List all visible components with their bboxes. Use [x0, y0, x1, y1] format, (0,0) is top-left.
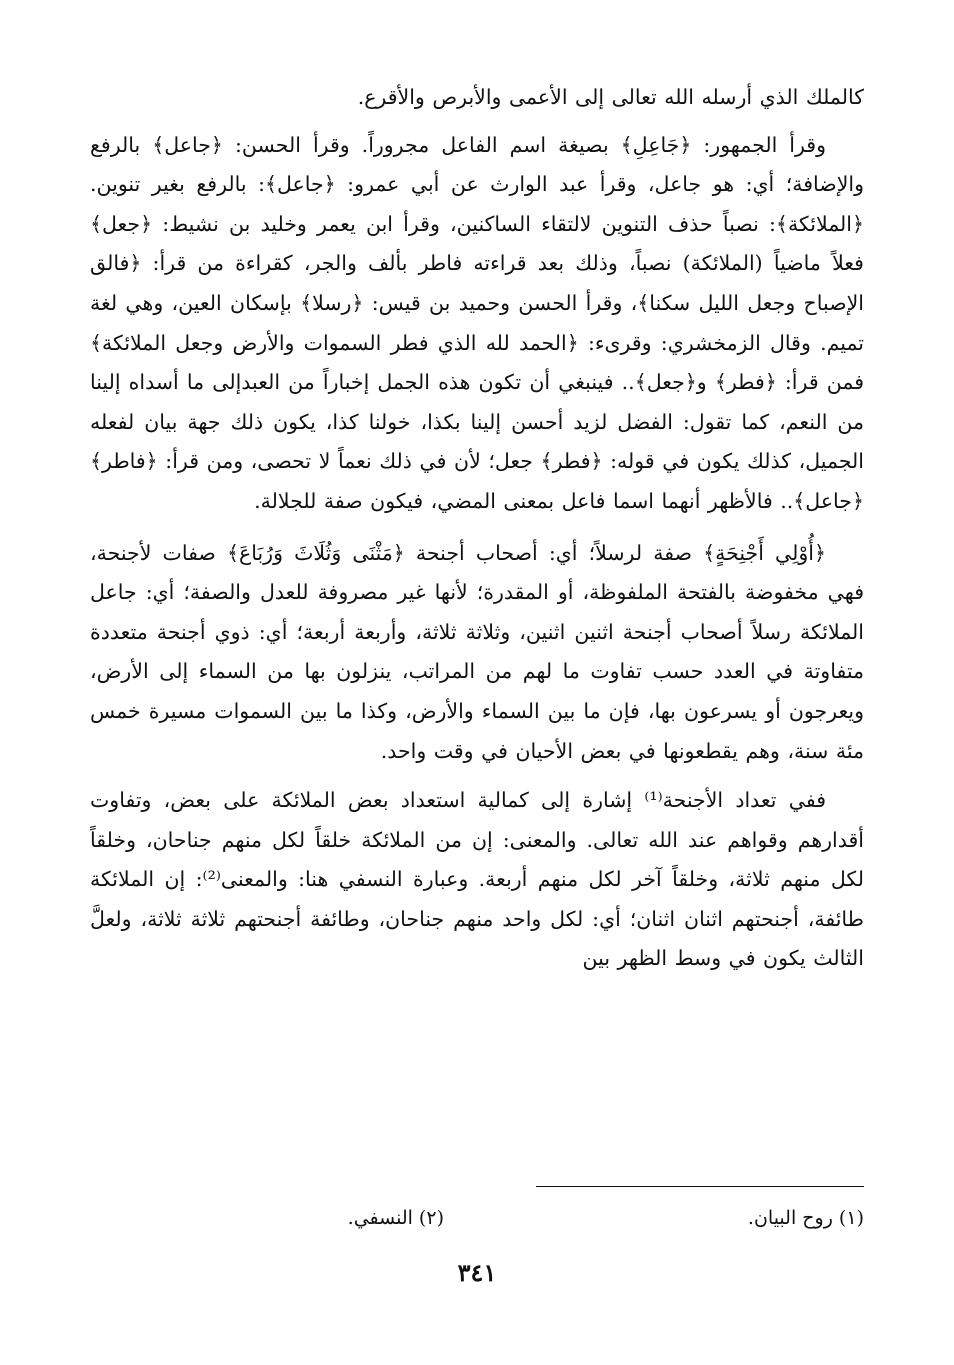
paragraph-3: ﴿أُوْلِي أَجْنِحَةٍ﴾ صفة لرسلاً؛ أي: أصحاب أجنحة ﴿مَثْنَى وَثُلَاثَ وَرُبَاعَ﴾ صفات لأجنحة، فهي مخفوضة بالفتحة الملفوظة، أو المقدرة؛ لأنها غير مصروفة للعدل والصفة؛ أي: جاعل الملائكة رسلاً أصحاب أجنحة اثنين اثنين، وثلاثة ثلاثة، وأربعة أربعة؛ أي: ذوي أجنحة متعددة متفاوتة في العدد حسب تفاوت ما لهم من المراتب، ينزلون بها من السماء إلى الأرض، ويعرجون أو يسرعون بها، فإن ما بين السماء والأرض، وكذا ما بين السموات مسيرة خمس مئة سنة، وهم يقطعونها في بعض الأحيان في وقت واحد. — [90, 540, 864, 763]
paragraph-4: ففي تعداد الأجنحة⁽¹⁾ إشارة إلى كمالية استعداد بعض الملائكة على بعض، وتفاوت أقدارهم وقواهم عند الله تعالى. والمعنى: إن من الملائكة خلقاً لكل منهم جناحان، وخلقاً لكل منهم ثلاثة، وخلقاً آخر لكل منهم أربعة. وعبارة النسفي هنا: والمعنى⁽²⁾: إن الملائكة طائفة، أجنحتهم اثنان اثنان؛ أي: لكل واحد منهم جناحان، وطائفة أجنحتهم ثلاثة ثلاثة، ولعلَّ الثالث يكون في وسط الظهر بين — [90, 788, 864, 971]
footnote-divider — [536, 1186, 864, 1187]
paragraph-2: وقرأ الجمهور: ﴿جَاعِلِ﴾ بصيغة اسم الفاعل مجروراً. وقرأ الحسن: ﴿جاعل﴾ بالرفع والإضافة؛ أي: هو جاعل، وقرأ عبد الوارث عن أبي عمرو: ﴿جاعل﴾: بالرفع بغير تنوين. ﴿الملائكة﴾: نصباً حذف التنوين لالتقاء الساكنين، وقرأ ابن يعمر وخليد بن نشيط: ﴿جعل﴾ فعلاً ماضياً (الملائكة) نصباً، وذلك بعد قراءته فاطر بألف والجر، كقراءة من قرأ: ﴿فالق الإصباح وجعل الليل سكنا﴾، وقرأ الحسن وحميد بن قيس: ﴿رسلا﴾ بإسكان العين، وهي لغة تميم. وقال الزمخشري: وقرىء: ﴿الحمد لله الذي فطر السموات والأرض وجعل الملائكة﴾ فمن قرأ: ﴿فطر﴾ و﴿جعل﴾.. فينبغي أن تكون هذه الجمل إخباراً من العبدإلى ما أسداه إلينا من النعم، كما تقول: الفضل لزيد أحسن إلينا بكذا، خولنا كذا، يكون ذلك جهة بيان لفعله الجميل، كذلك يكون في قوله: ﴿فطر﴾ جعل؛ لأن في ذلك نعماً لا تحصى، ومن قرأ: ﴿فاطر﴾ ﴿جاعل﴾.. فالأظهر أنهما اسما فاعل بمعنى المضي، فيكون صفة للجلالة. — [90, 132, 864, 513]
footnote-2: (٢) النسفي. — [347, 1207, 444, 1229]
paragraph-1: كالملك الذي أرسله الله تعالى إلى الأعمى والأبرص والأقرع. — [357, 85, 864, 109]
footnote-1: (١) روح البيان. — [747, 1207, 864, 1229]
page-number: ٣٤١ — [457, 1258, 497, 1287]
page-body — [90, 78, 864, 979]
